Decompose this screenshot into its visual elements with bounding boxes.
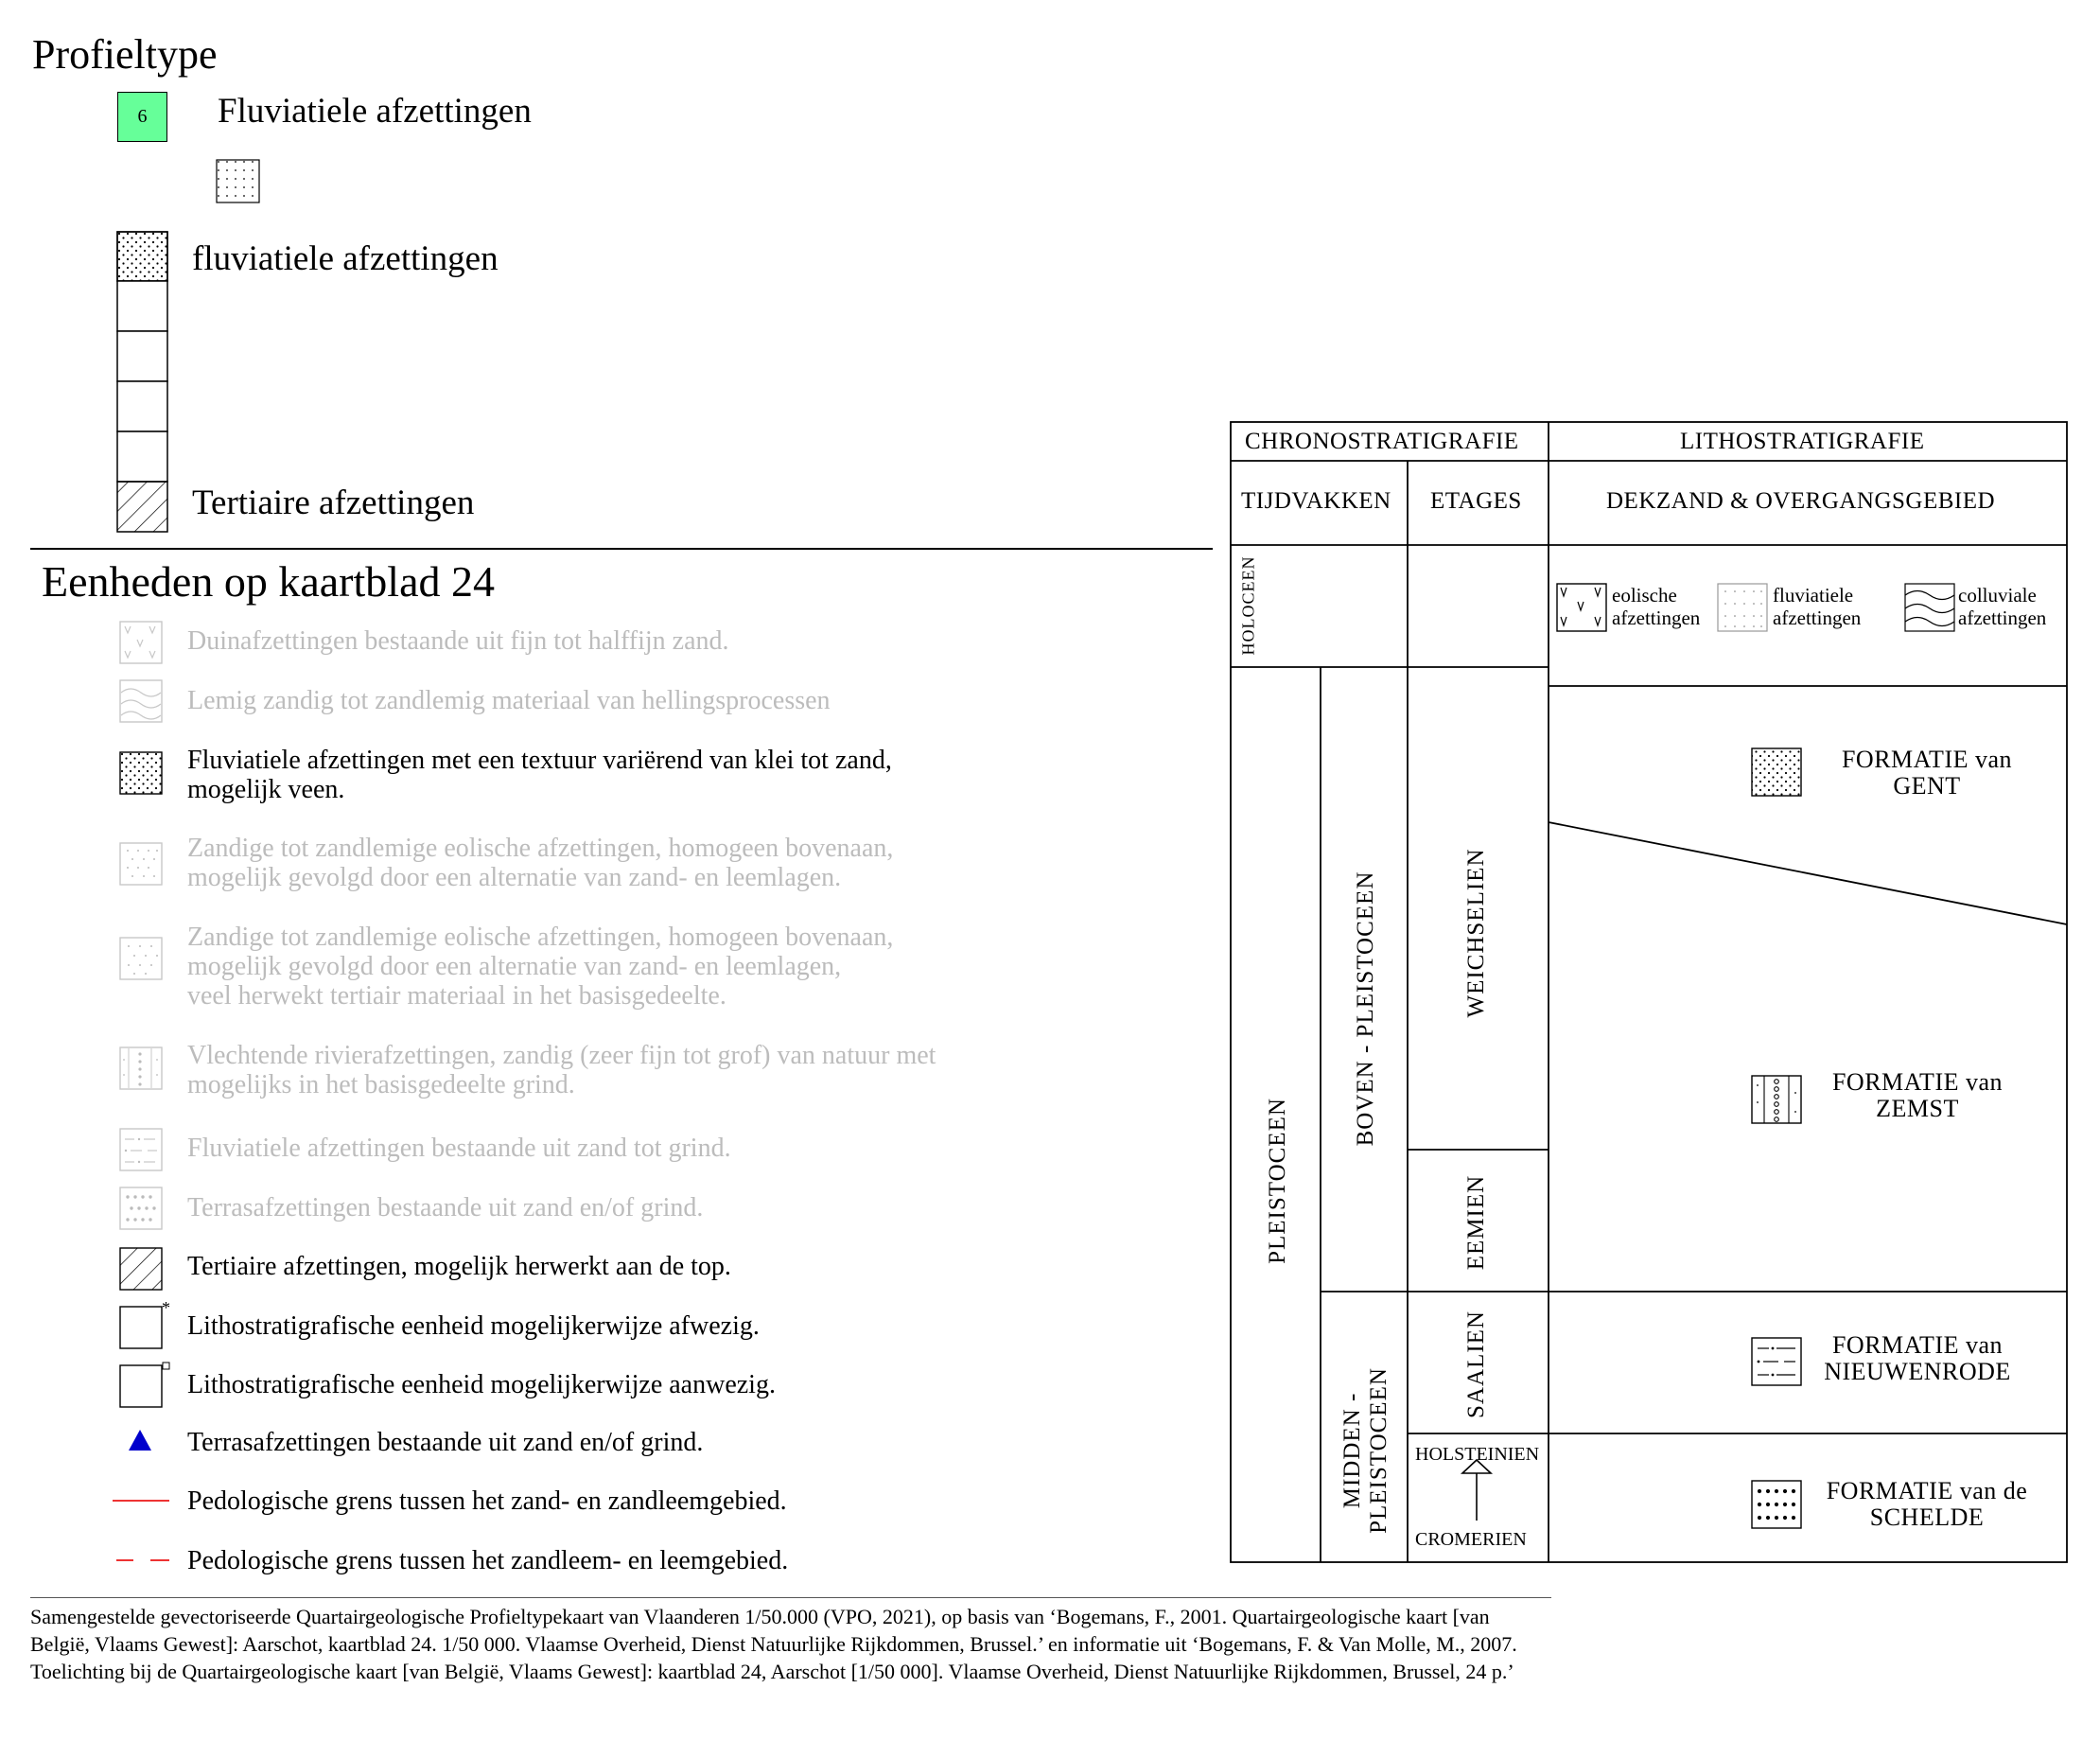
etages-header: ETAGES <box>1430 488 1522 514</box>
terrace-gravel-symbol-icon <box>119 1187 163 1230</box>
braided-river-symbol-icon <box>119 1046 163 1090</box>
holsteinien-label: HOLSTEINIEN <box>1415 1444 1540 1465</box>
up-arrow-icon <box>1462 1460 1491 1521</box>
saalien-label: SAALIEN <box>1463 1310 1489 1418</box>
possibly-present-symbol-icon <box>119 1361 174 1410</box>
column-top-label: fluviatiele afzettingen <box>192 239 499 278</box>
cromerien-label: CROMERIEN <box>1415 1529 1527 1550</box>
section-divider <box>30 548 1213 550</box>
footer-divider <box>30 1597 1551 1598</box>
gent-swatch-icon <box>1752 748 1801 796</box>
unit-13-text: Pedologische grens tussen het zand- en zandleemgebied. <box>187 1486 787 1516</box>
formatie-schelde-label: FORMATIE van de SCHELDE <box>1826 1477 2028 1531</box>
fluviatile-pattern-swatch <box>216 159 260 203</box>
formatie-nieuwenrode-label: FORMATIE van NIEUWENRODE <box>1824 1331 2011 1385</box>
zemst-swatch-icon <box>1752 1076 1801 1123</box>
schelde-swatch-icon <box>1752 1481 1801 1528</box>
source-citation: Samengestelde gevectoriseerde Quartairgeologische Profieltypekaart van Vlaanderen 1/50.000 (VPO, 2021), op basis van ‘Bogemans, F., 2001. Quartairgeologische kaart [van België, Vlaams Gewest]: Aarschot, kaartblad 24. 1/50 000. Vlaamse Overheid, Dienst Natuurlijke Rijkdommen, Brussel.’ en informatie uit ‘Bogemans, F. & Van Molle, M., 2007. Toelichting bij de Quartairgeologische kaart [van België, Vlaams Gewest]: kaartblad 24, Aarschot [1/50 000]. Vlaamse Overheid, Dienst Natuurlijke Rijkdommen, Brussel, 24 p.’ <box>30 1605 1517 1683</box>
tijdvakken-header: TIJDVAKKEN <box>1241 488 1391 514</box>
fluviatile-gravel-symbol-icon <box>119 1128 163 1171</box>
unit-6-text: Vlechtende rivierafzettingen, zandig (zeer fijn tot grof) van natuur met mogelijks in het basisgedeelte grind. <box>187 1041 936 1099</box>
profieltype-title: Profieltype <box>32 31 218 78</box>
unit-5-text: Zandige tot zandlemige eolische afzettingen, homogeen bovenaan, mogelijk gevolgd door een alternatie van zand- en leemlagen, veel herwekt tertiair materiaal in het basisgedeelte. <box>187 923 894 1011</box>
eolian-reworked-symbol-icon <box>119 937 163 980</box>
pleistoceen-label: PLEISTOCEEN <box>1265 1098 1290 1264</box>
unit-9-text: Tertiaire afzettingen, mogelijk herwerkt aan de top. <box>187 1252 731 1281</box>
unit-8-text: Terrasafzettingen bestaande uit zand en/of grind. <box>187 1193 704 1222</box>
unit-4-text: Zandige tot zandlemige eolische afzettingen, homogeen bovenaan, mogelijk gevolgd door een alternatie van zand- en leemlagen. <box>187 834 894 892</box>
unit-12-text: Terrasafzettingen bestaande uit zand en/of grind. <box>187 1428 704 1457</box>
profile-code-box <box>117 92 167 142</box>
profile-heading: Fluviatiele afzettingen <box>218 92 532 131</box>
midden-pleistoceen-label: MIDDEN - PLEISTOCEEN <box>1339 1367 1391 1534</box>
formatie-zemst-label: FORMATIE van ZEMST <box>1831 1068 2004 1122</box>
red-dashed-line-icon <box>115 1557 172 1563</box>
tertiary-hatch-symbol-icon <box>119 1247 163 1291</box>
holoceen-label: HOLOCEEN <box>1238 555 1258 656</box>
eemien-label: EEMIEN <box>1463 1174 1489 1271</box>
terrace-triangle-icon <box>128 1429 152 1451</box>
profile-column <box>116 231 169 534</box>
eenheden-title: Eenheden op kaartblad 24 <box>42 557 495 606</box>
eolian-symbol-icon <box>119 621 163 664</box>
weichselien-label: WEICHSELIEN <box>1463 848 1489 1018</box>
dekzand-header: DEKZAND & OVERGANGSGEBIED <box>1606 488 1996 514</box>
colluviale-swatch-icon <box>1905 584 1954 631</box>
unit-1-text: Duinafzettingen bestaande uit fijn tot halffijn zand. <box>187 626 729 656</box>
colluvial-symbol-icon <box>119 679 163 723</box>
eolian-sand-symbol-icon <box>119 842 163 886</box>
unit-14-text: Pedologische grens tussen het zandleem- en leemgebied. <box>187 1546 789 1575</box>
column-bottom-label: Tertiaire afzettingen <box>192 484 475 522</box>
asterisk-mark: * <box>162 1298 170 1317</box>
boven-pleistoceen-label: BOVEN - PLEISTOCEEN <box>1353 870 1378 1147</box>
unit-10-text: Lithostratigrafische eenheid mogelijkerwijze afwezig. <box>187 1311 760 1341</box>
unit-7-text: Fluviatiele afzettingen bestaande uit zand tot grind. <box>187 1134 731 1163</box>
fluviatiele-swatch-icon <box>1718 584 1767 631</box>
unit-2-text: Lemig zandig tot zandlemig materiaal van hellingsprocessen <box>187 686 831 715</box>
holo-fluviatiele-label: fluviatiele afzettingen <box>1773 584 1862 629</box>
unit-3-text: Fluviatiele afzettingen met een textuur variërend van klei tot zand, mogelijk veen. <box>187 746 892 804</box>
formatie-gent-label: FORMATIE van GENT <box>1841 746 2013 800</box>
profile-code: 6 <box>137 106 148 127</box>
chrono-header: CHRONOSTRATIGRAFIE <box>1245 429 1519 454</box>
eolische-swatch-icon <box>1557 584 1606 631</box>
fluviatile-dots-symbol-icon <box>119 751 163 795</box>
holo-eolische-label: eolische afzettingen <box>1612 584 1701 629</box>
red-solid-line-icon <box>112 1498 170 1504</box>
unit-11-text: Lithostratigrafische eenheid mogelijkerwijze aanwezig. <box>187 1370 776 1399</box>
holo-colluviale-label: colluviale afzettingen <box>1958 584 2047 629</box>
litho-header: LITHOSTRATIGRAFIE <box>1680 429 1925 454</box>
